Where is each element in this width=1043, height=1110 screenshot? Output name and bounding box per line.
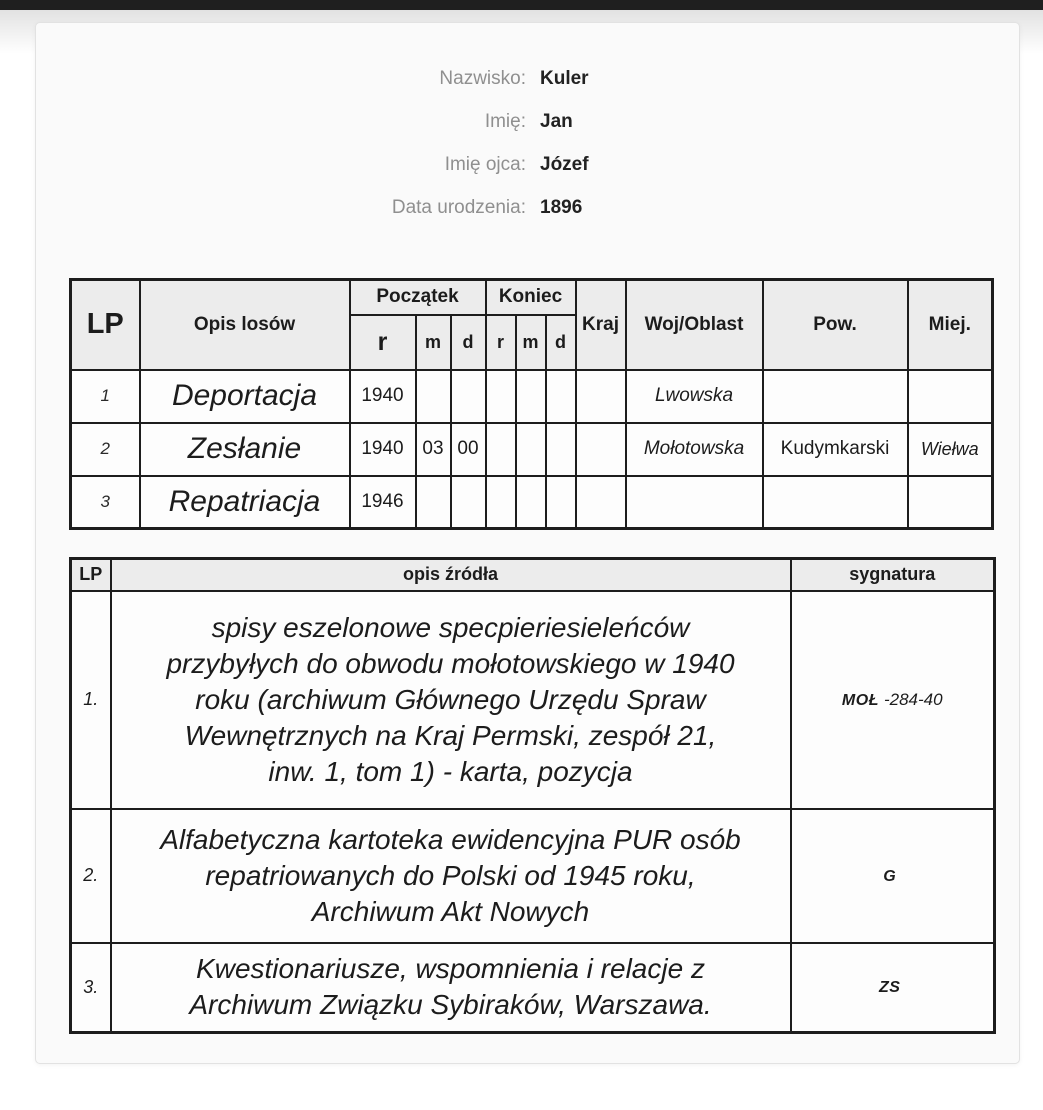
person-header <box>36 57 1019 229</box>
events-header-opis: Opis losów <box>140 280 350 370</box>
events-row-3-lp: 3 <box>71 476 140 529</box>
sources-row-1 <box>71 591 995 809</box>
events-row-1-pow <box>763 370 908 423</box>
sources-table <box>69 557 996 1034</box>
events-row-1-koniec-r <box>486 370 516 423</box>
events-row-2-woj: Mołotowska <box>626 423 763 476</box>
record-card <box>35 22 1020 1064</box>
events-row-3-kraj <box>576 476 626 529</box>
events-header-koniec-m: m <box>516 315 546 370</box>
sources-header-lp: LP <box>71 559 111 591</box>
events-row-3-poczatek-r: 1946 <box>350 476 416 529</box>
events-row-1-poczatek-r: 1940 <box>350 370 416 423</box>
sources-row-3-sygnatura <box>791 943 995 1033</box>
events-row-1-koniec-d <box>546 370 576 423</box>
events-header-miej: Miej. <box>908 280 993 370</box>
data-urodzenia-label: Data urodzenia: <box>391 196 526 218</box>
sygnatura-prefix: ZS <box>879 979 901 997</box>
events-row-1-miej <box>908 370 993 423</box>
sources-row-2-opis: Alfabetyczna kartoteka ewidencyjna PUR osób repatriowanych do Polski od 1945 roku, Archiwum Akt Nowych <box>111 809 791 943</box>
events-row-3-poczatek-d <box>451 476 486 529</box>
events-row-2-opis: Zesłanie <box>140 423 350 476</box>
sources-row-1-lp: 1. <box>71 591 111 809</box>
events-row-2-kraj <box>576 423 626 476</box>
events-header-kraj: Kraj <box>576 280 626 370</box>
events-row-1-kraj <box>576 370 626 423</box>
events-header-poczatek-m: m <box>416 315 451 370</box>
imie-label: Imię: <box>484 110 526 132</box>
field-row-imie-ojca <box>36 143 1019 186</box>
events-header-woj: Woj/Oblast <box>626 280 763 370</box>
sources-row-1-sygnatura <box>791 591 995 809</box>
events-row-2-koniec-m <box>516 423 546 476</box>
sources-row-3-opis: Kwestionariusze, wspomnienia i relacje z Archiwum Związku Sybiraków, Warszawa. <box>111 943 791 1033</box>
events-row-1-koniec-m <box>516 370 546 423</box>
events-header-lp: LP <box>71 280 140 370</box>
sources-row-3-lp: 3. <box>71 943 111 1033</box>
events-row-3-poczatek-m <box>416 476 451 529</box>
data-urodzenia-value: 1896 <box>540 196 583 218</box>
events-row-1-opis: Deportacja <box>140 370 350 423</box>
events-row-3-koniec-m <box>516 476 546 529</box>
events-header-poczatek-r: r <box>350 315 416 370</box>
events-row-3-koniec-d <box>546 476 576 529</box>
imie-value: Jan <box>540 110 573 132</box>
events-row-2-pow: Kudymkarski <box>763 423 908 476</box>
imie-ojca-label: Imię ojca: <box>444 153 526 175</box>
events-row-2-lp: 2 <box>71 423 140 476</box>
events-row-2-poczatek-d: 00 <box>451 423 486 476</box>
events-row-1-lp: 1 <box>71 370 140 423</box>
events-row-2-koniec-d <box>546 423 576 476</box>
field-row-nazwisko <box>36 57 1019 100</box>
events-row-2-poczatek-r: 1940 <box>350 423 416 476</box>
events-header-poczatek-d: d <box>451 315 486 370</box>
events-row-3-opis: Repatriacja <box>140 476 350 529</box>
sygnatura-prefix: G <box>883 867 897 885</box>
sources-row-2-lp: 2. <box>71 809 111 943</box>
events-header-koniec-r: r <box>486 315 516 370</box>
sources-row-2-sygnatura <box>791 809 995 943</box>
events-row-2-poczatek-m: 03 <box>416 423 451 476</box>
events-row-1-woj: Lwowska <box>626 370 763 423</box>
field-row-data-urodzenia <box>36 186 1019 229</box>
sources-header-sygnatura: sygnatura <box>791 559 995 591</box>
events-row-3-miej <box>908 476 993 529</box>
events-header-koniec-d: d <box>546 315 576 370</box>
events-row-3-pow <box>763 476 908 529</box>
sources-row-2 <box>71 809 995 943</box>
events-row-2-koniec-r <box>486 423 516 476</box>
events-header-pow: Pow. <box>763 280 908 370</box>
events-row-3-koniec-r <box>486 476 516 529</box>
events-row-1 <box>71 370 993 423</box>
events-header-koniec: Koniec <box>486 280 576 315</box>
events-row-2 <box>71 423 993 476</box>
events-table <box>69 278 994 530</box>
events-row-1-poczatek-m <box>416 370 451 423</box>
sources-header-opis: opis źródła <box>111 559 791 591</box>
nazwisko-label: Nazwisko: <box>439 67 526 89</box>
sygnatura-prefix: MOŁ <box>841 691 879 709</box>
imie-ojca-value: Józef <box>540 153 589 175</box>
events-row-2-miej: Wiełwa <box>908 423 993 476</box>
field-row-imie <box>36 100 1019 143</box>
sources-row-3 <box>71 943 995 1033</box>
events-row-3-woj <box>626 476 763 529</box>
events-header-poczatek: Początek <box>350 280 486 315</box>
sygnatura-suffix: -284-40 <box>883 689 943 709</box>
status-bar <box>0 0 1043 10</box>
events-row-1-poczatek-d <box>451 370 486 423</box>
events-row-3 <box>71 476 993 529</box>
sources-row-1-opis: spisy eszelonowe specpieriesieleńców przybyłych do obwodu mołotowskiego w 1940 roku (archiwum Głównego Urzędu Spraw Wewnętrznych na Kraj Permski, zespół 21, inw. 1, tom 1) - karta, pozycja <box>111 591 791 809</box>
nazwisko-value: Kuler <box>540 67 589 89</box>
